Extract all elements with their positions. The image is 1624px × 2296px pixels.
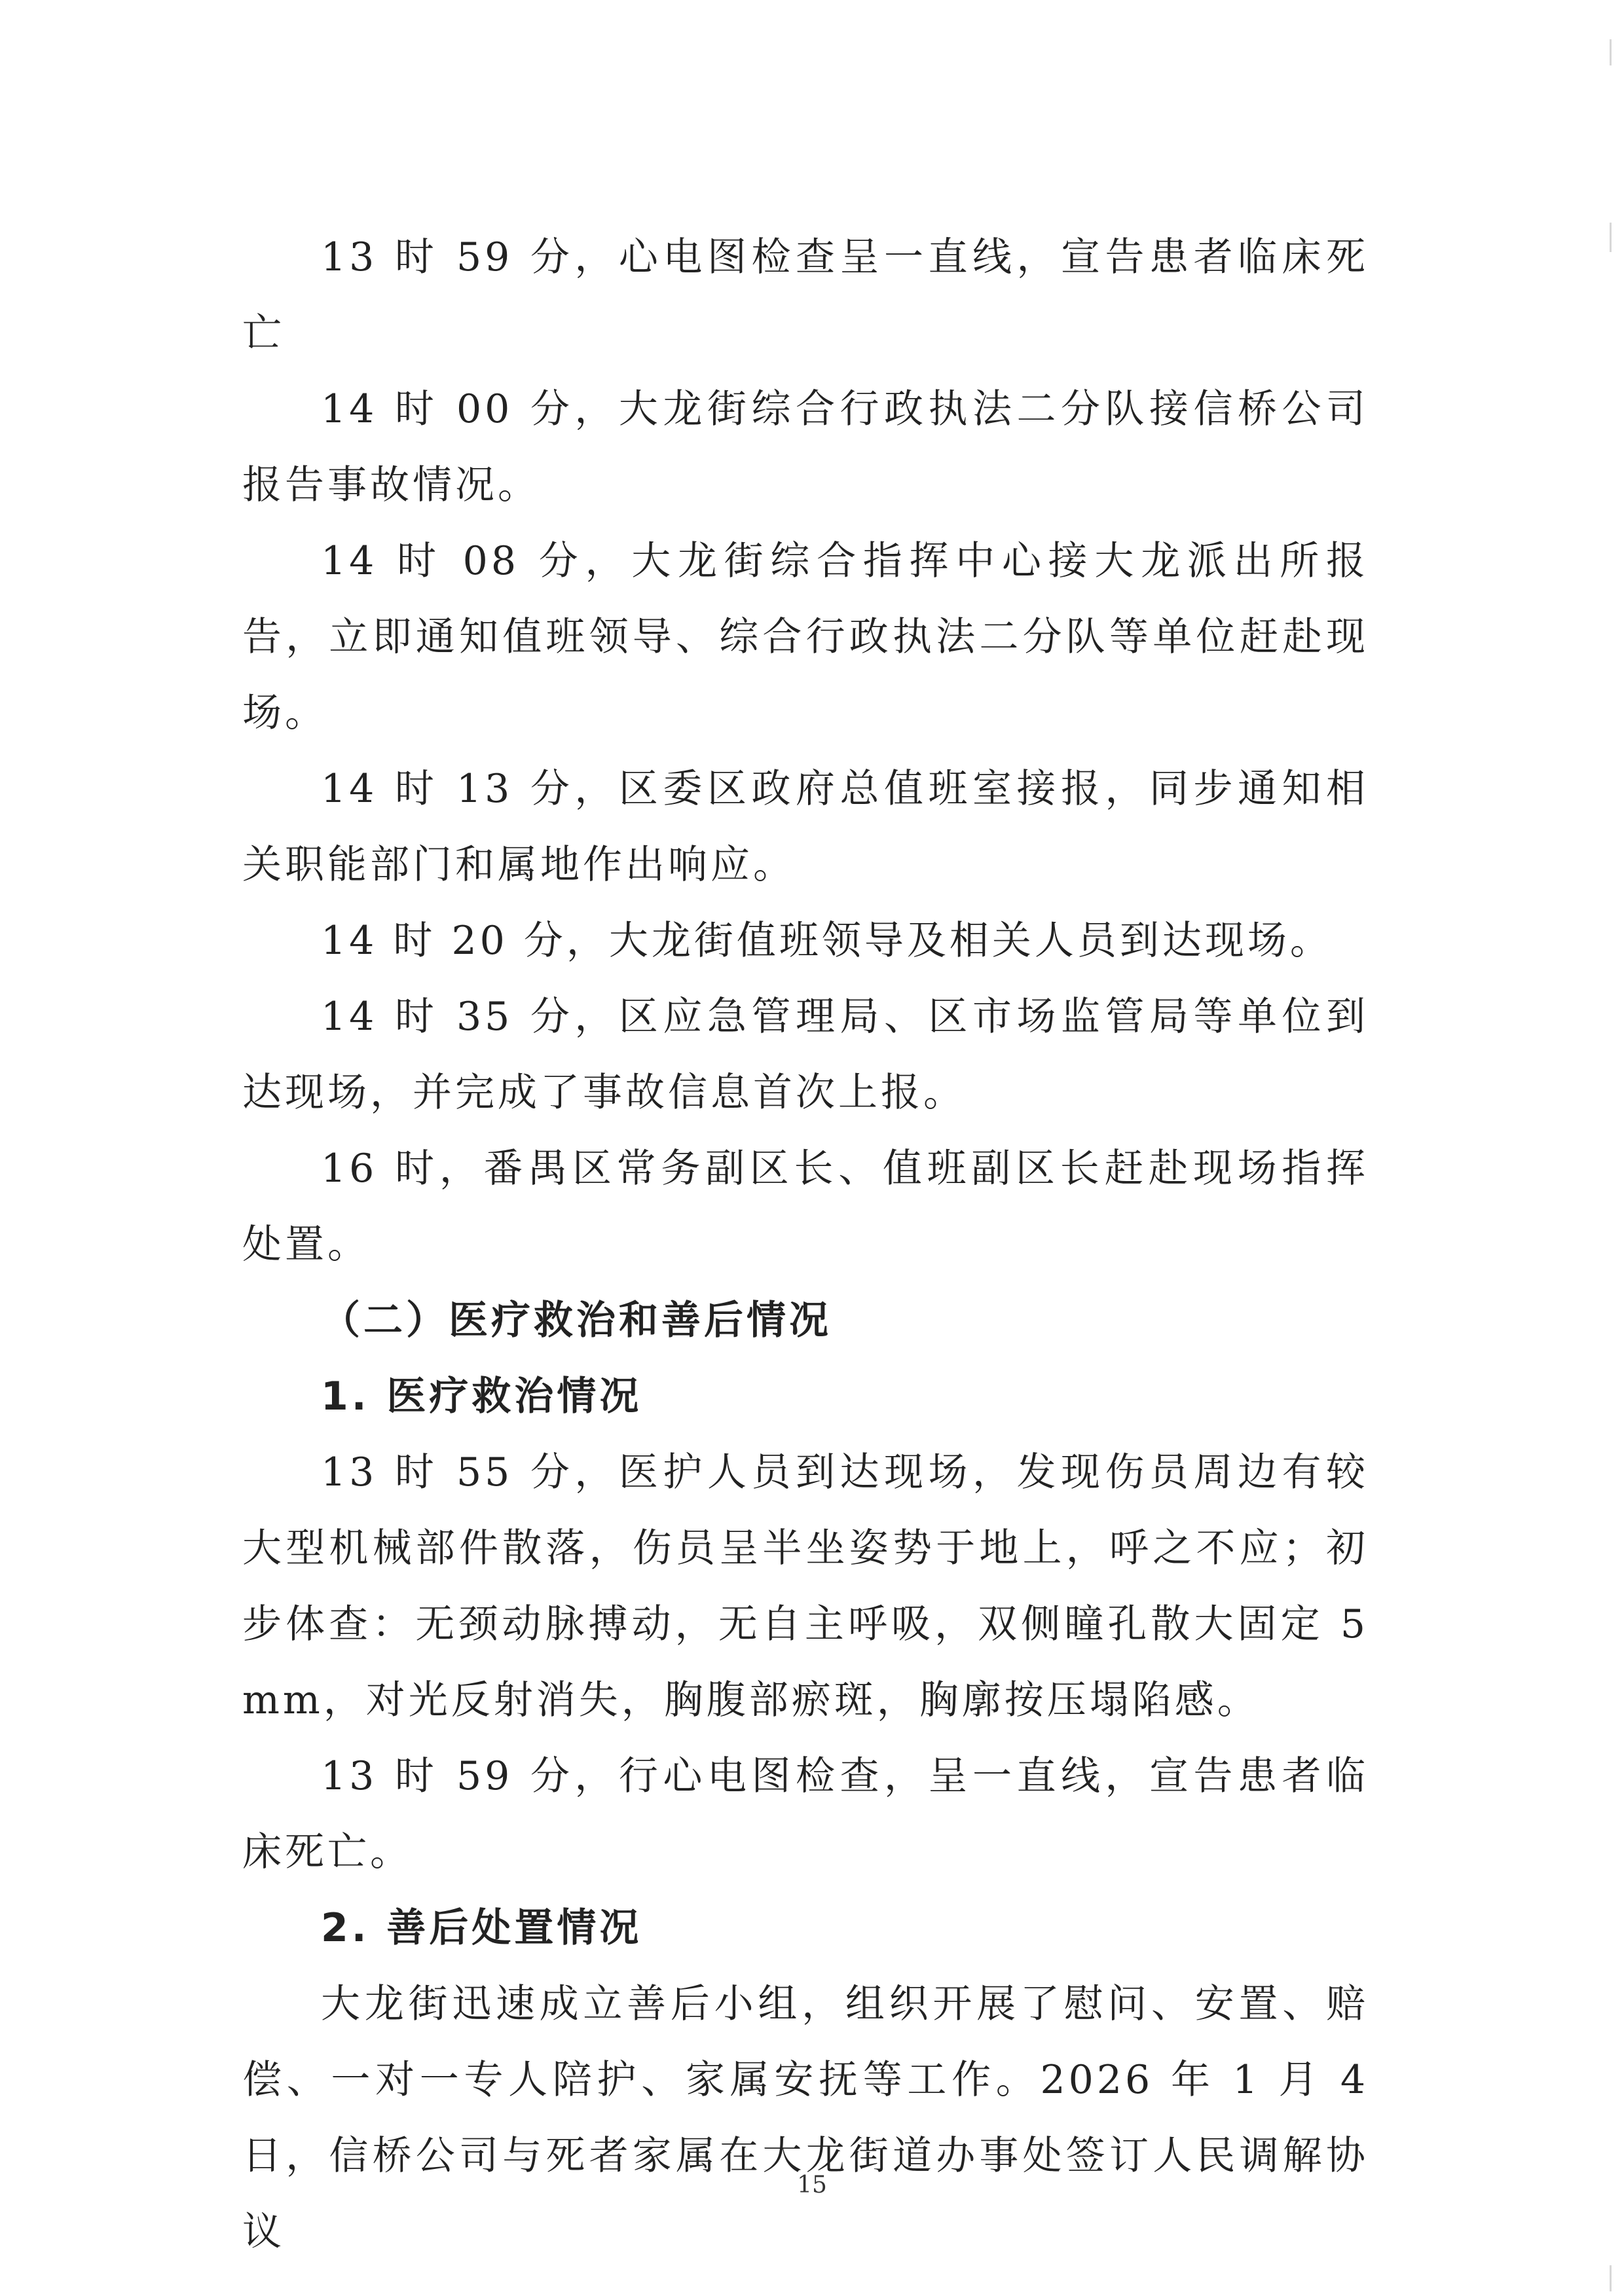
- page-number: 15: [797, 2172, 827, 2198]
- aftermath-paragraph: 大龙街迅速成立善后小组，组织开展了慰问、安置、赔偿、一对一专人陪护、家属安抚等工作。2026 年 1 月 4 日，信桥公司与死者家属在大龙街道办事处签订人民调解协议: [242, 1981, 1369, 2255]
- timeline-paragraph: 16 时，番禺区常务副区长、值班副区长赶赴现场指挥处置。: [242, 1146, 1369, 1267]
- subsection-heading-medical: 1. 医疗救治情况: [321, 1374, 642, 1419]
- timeline-paragraph: 14 时 20 分，大龙街值班领导及相关人员到达现场。: [321, 918, 1333, 964]
- timeline-paragraph: 14 时 00 分，大龙街综合行政执法二分队接信桥公司报告事故情况。: [242, 386, 1369, 508]
- section-heading: （二）医疗救治和善后情况: [321, 1298, 832, 1343]
- medical-paragraph: 13 时 55 分，医护人员到达现场，发现伤员周边有较大型机械部件散落，伤员呈半坐姿势于地上，呼之不应；初步体查：无颈动脉搏动，无自主呼吸，双侧瞳孔散大固定 5mm，对光反射消失，胸腹部瘀斑，胸廓按压塌陷感。: [242, 1449, 1369, 1723]
- scan-edge-mark: [1610, 39, 1612, 65]
- timeline-paragraph: 14 时 35 分，区应急管理局、区市场监管局等单位到达现场，并完成了事故信息首次上报。: [242, 994, 1369, 1116]
- timeline-paragraph: 14 时 08 分，大龙街综合指挥中心接大龙派出所报告，立即通知值班领导、综合行政执法二分队等单位赶赴现场。: [242, 538, 1369, 736]
- medical-paragraph: 13 时 59 分，行心电图检查，呈一直线，宣告患者临床死亡。: [242, 1753, 1369, 1875]
- document-body: [242, 219, 1369, 2270]
- scan-edge-mark: [1610, 223, 1612, 252]
- subsection-heading-aftermath: 2. 善后处置情况: [321, 1905, 642, 1951]
- timeline-paragraph: 14 时 13 分，区委区政府总值班室接报，同步通知相关职能部门和属地作出响应。: [242, 766, 1369, 888]
- timeline-paragraph: 13 时 59 分，心电图检查呈一直线，宣告患者临床死亡: [242, 234, 1369, 356]
- scan-edge-mark: [1610, 2265, 1612, 2291]
